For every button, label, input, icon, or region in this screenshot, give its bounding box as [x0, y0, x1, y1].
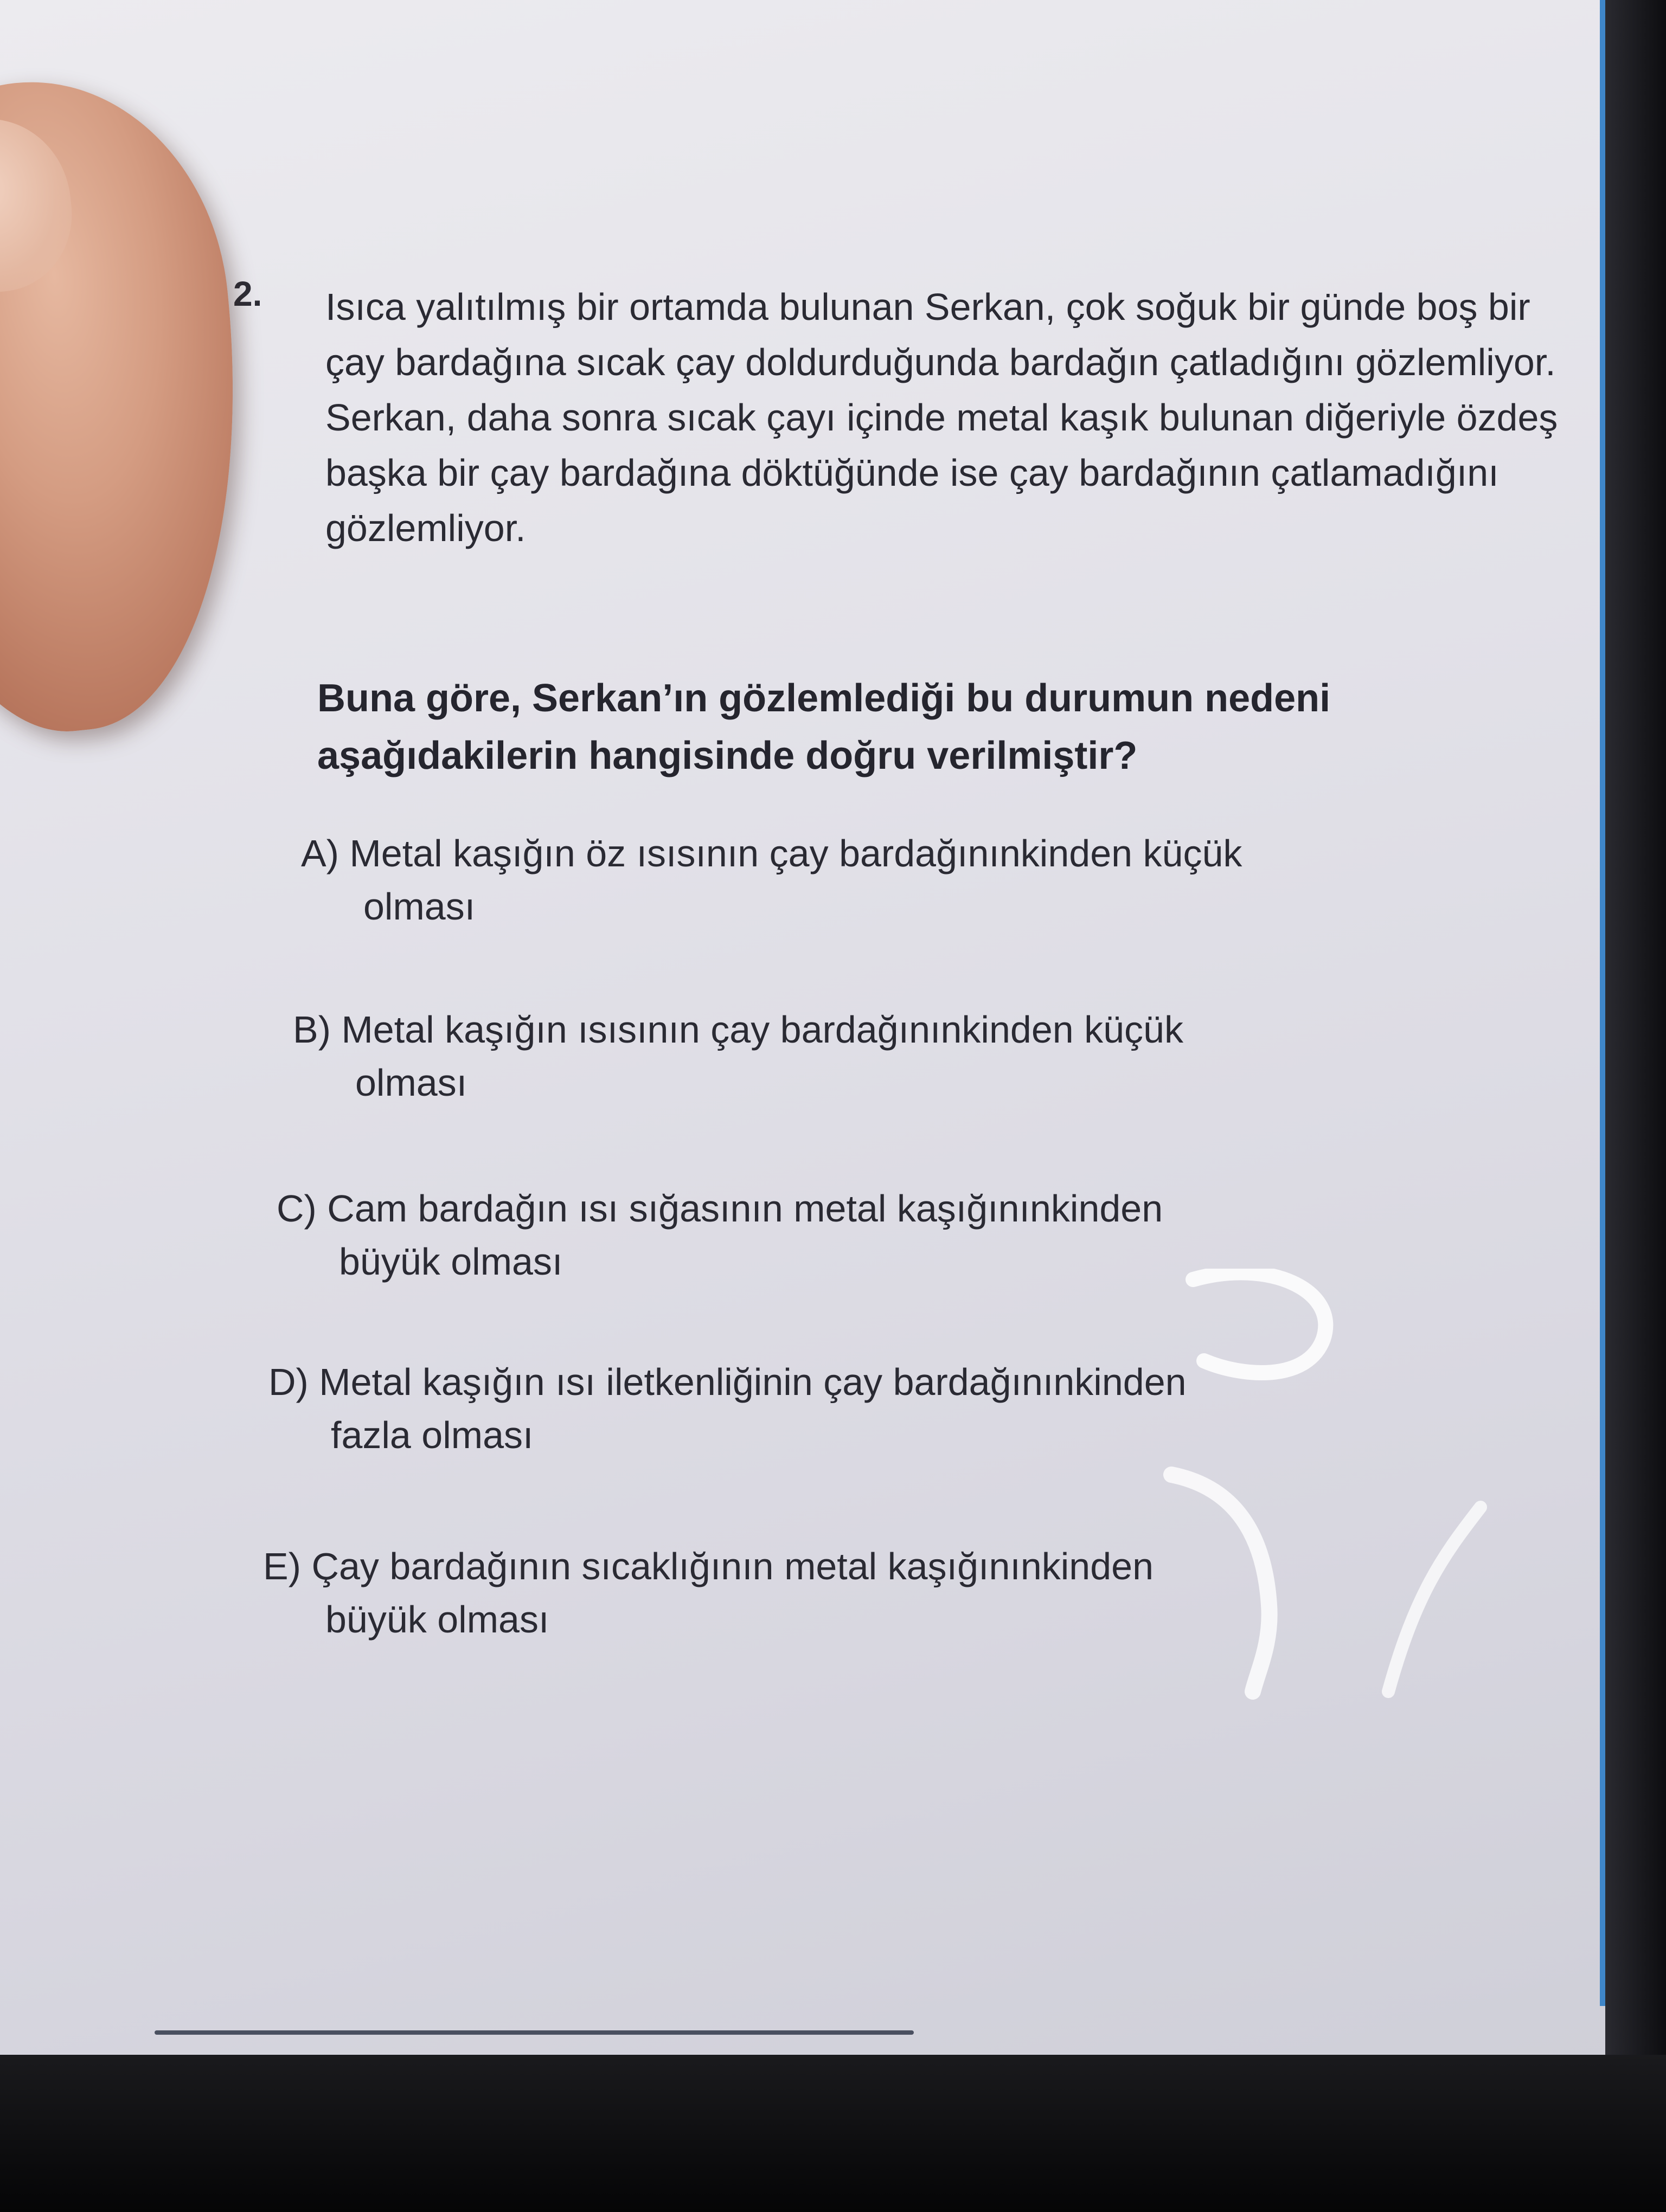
- question-number: 2.: [233, 274, 262, 313]
- option-a-line-2: olması: [363, 885, 476, 928]
- page-bottom-rule: [155, 2030, 914, 2035]
- option-e[interactable]: [263, 1540, 1510, 1646]
- option-c-line-2: büyük olması: [339, 1240, 563, 1283]
- dark-background: [0, 2055, 1666, 2212]
- option-b[interactable]: [293, 1003, 1540, 1109]
- option-c[interactable]: [277, 1182, 1524, 1288]
- option-c-line-1: C) Cam bardağın ısı sığasının metal kaşığınınkinden: [277, 1187, 1163, 1230]
- question-text: Isıca yalıtılmış bir ortamda bulunan Serkan, çok soğuk bir günde boş bir çay bardağına sıcak çay doldurduğunda bardağın çatladığını gözlemliyor. Serkan, daha sonra sıcak çayı içinde metal kaşık bulunan diğeriyle özdeş başka bir çay bardağına döktüğünde ise çay bardağının çatlamadığını gözlemliyor.: [325, 286, 1558, 549]
- option-d[interactable]: [268, 1355, 1516, 1462]
- device-edge: [1605, 0, 1666, 2055]
- option-d-line-1: D) Metal kaşığın ısı iletkenliğinin çay bardağınınkinden: [268, 1361, 1187, 1403]
- option-e-line-2: büyük olması: [325, 1598, 549, 1641]
- option-b-line-1: B) Metal kaşığın ısısının çay bardağınınkinden küçük: [293, 1008, 1183, 1051]
- option-a-line-1: A) Metal kaşığın öz ısısının çay bardağınınkinden küçük: [301, 832, 1242, 874]
- option-e-line-1: E) Çay bardağının sıcaklığının metal kaşığınınkinden: [263, 1545, 1154, 1587]
- option-b-line-2: olması: [355, 1062, 467, 1104]
- option-a[interactable]: [301, 827, 1548, 933]
- question-prompt: Buna göre, Serkan’ın gözlemlediği bu durumun nedeni aşağıdakilerin hangisinde doğru verilmiştir?: [317, 677, 1331, 777]
- fingernail: [0, 111, 80, 301]
- option-d-line-2: fazla olması: [331, 1414, 534, 1456]
